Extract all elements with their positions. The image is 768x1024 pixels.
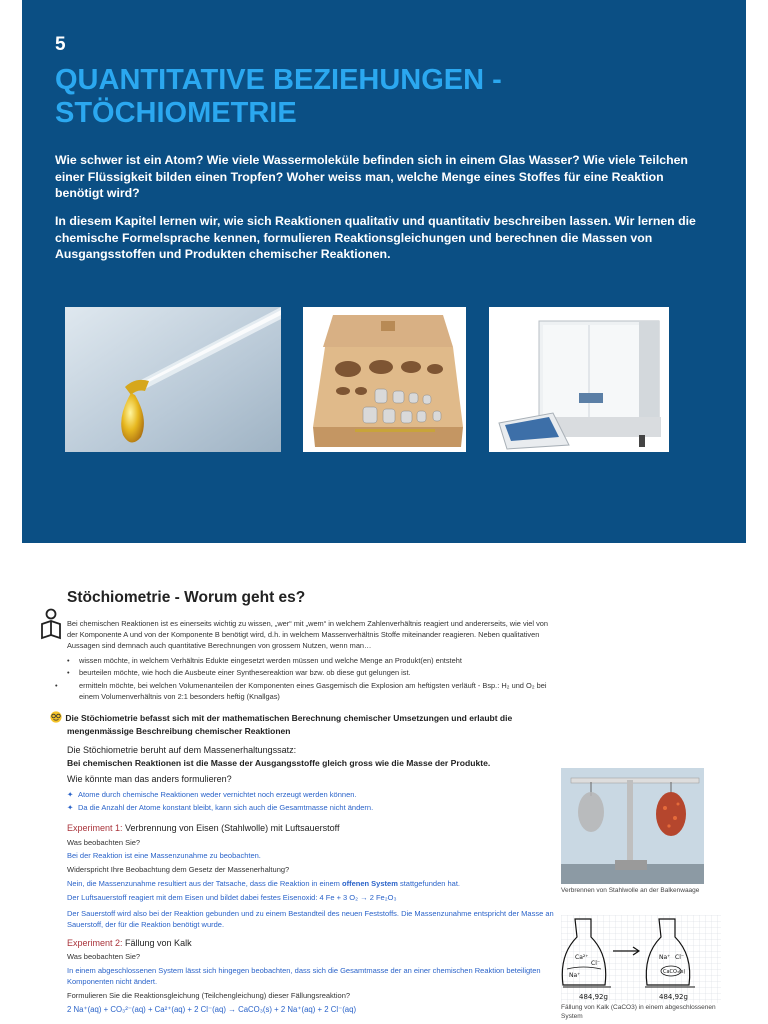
- experiment-2-question: Formulieren Sie die Reaktionsgleichung (Teilchengleichung) dieser Fällungsreaktion?: [67, 991, 351, 1000]
- law-statement: Bei chemischen Reaktionen ist die Masse der Ausgangsstoffe gleich gross wie die Masse der Produkte.: [67, 758, 491, 768]
- sketch-ion-label: Na⁺: [659, 954, 671, 961]
- answer-item: ✦ Atome durch chemische Reaktionen weder vernichtet noch erzeugt werden können.: [67, 790, 357, 799]
- list-item: • wissen möchte, in welchem Verhältnis Edukte eingesetzt werden müssen und welche Menge an Produkt(en) entsteht: [67, 656, 462, 665]
- experiment-1-answer: Nein, die Massenzunahme resultiert aus der Tatsache, dass die Reaktion in einem offenen System stattgefunden hat.: [67, 879, 461, 888]
- experiment-2-title: Fällung von Kalk: [122, 938, 192, 948]
- chapter-number: 5: [55, 34, 66, 55]
- experiment-2-label: Experiment 2:: [67, 938, 123, 948]
- chapter-header: [22, 0, 746, 543]
- sketch-ion-label: CaCO₃(s): [663, 969, 686, 975]
- experiment-1-answer: Der Sauerstoff wird also bei der Reaktion gebunden und zu einem Bestandteil des neuen Feststoffs. Die Massenzunahme entspricht der Masse an Sauerstoff, der für die Reaktion benötigt wurde.: [67, 909, 554, 929]
- section-intro: Bei chemischen Reaktionen ist es einerseits wichtig zu wissen, „wer“ mit „wem“ in welchem Zahlenverhältnis reagiert und andererseits, wie viel von der Komponente A und von der Komponente B benötigt wird, d.h. in welchem Massenverhältnis Stoffe miteinander reagieren. Neben qualitativen Aussagen sind demnach auch quantitative Berechnungen von grossem Nutzen, wenn man…: [67, 619, 549, 650]
- experiment-2-heading: [67, 937, 557, 949]
- intro-questions: Wie schwer ist ein Atom? Wie viele Wassermoleküle befinden sich in einem Glas Wasser? Wie viele Teilchen einer Flüssigkeit bilden einen Tropfen? Woher weiss man, welche Menge eines Stoffes für eine Reaktion benötigt wird?: [55, 153, 688, 200]
- experiment-1-heading: [67, 822, 557, 834]
- sketch-mass-label: 484,92g: [659, 993, 688, 1001]
- experiment-1-answer: Bei der Reaktion ist eine Massenzunahme zu beobachten.: [67, 851, 261, 860]
- sketch-ion-label: Cl⁻: [675, 954, 685, 961]
- nerd-face-icon: [49, 711, 63, 723]
- rephrase-question: Wie könnte man das anders formulieren?: [67, 774, 232, 784]
- list-item: • ermitteln möchte, bei welchen Volumenanteilen der Komponenten eines Gasgemisch die Explosion am heftigsten verläuft - Bsp.: H₂ und O₂ bei einem Volumenverhältnis von 2:1 besonders heftig (Knallgas): [55, 681, 547, 701]
- closed-system-sketch: [561, 915, 721, 1003]
- pipette-drop-image: [65, 307, 281, 452]
- intro-chapter-summary: In diesem Kapitel lernen wir, wie sich Reaktionen qualitativ und quantitativ beschreiben lassen. Wir lernen die chemische Formelsprache kennen, formulieren Reaktionsgleichungen und berechnen die Massen von Ausgangsstoffen und Produkten chemischer Reaktionen.: [55, 214, 696, 261]
- experiment-1-answer: Der Luftsauerstoff reagiert mit dem Eisen und bildet dabei festes Eisenoxid: 4 Fe + 3 O₂ → 2 Fe₂O₃: [67, 893, 397, 902]
- answer-item: ✦ Da die Anzahl der Atome konstant bleibt, kann sich auch die Gesamtmasse nicht ändern.: [67, 803, 374, 812]
- sketch-ion-label: Ca²⁺: [575, 954, 589, 961]
- experiment-1-question: Was beobachten Sie?: [67, 838, 141, 847]
- law-heading: Die Stöchiometrie beruht auf dem Massenerhaltungssatz:: [67, 745, 297, 755]
- reaction-equation: 2 Na⁺(aq) + CO₃²⁻(aq) + Ca²⁺(aq) + 2 Cl⁻(aq) → CaCO₃(s) + 2 Na⁺(aq) + 2 Cl⁻(aq): [67, 1005, 357, 1014]
- experiment-2-answer: In einem abgeschlossenen System lässt sich hingegen beobachten, dass sich die Gesamtmasse der an einer chemischen Reaktion beteiligten Komponenten nicht ändert.: [67, 966, 541, 986]
- beam-balance-photo: [561, 768, 704, 884]
- list-item: • beurteilen möchte, wie hoch die Ausbeute einer Synthesereaktion war bzw. ob diese gut gelungen ist.: [67, 668, 411, 677]
- photo-caption: Fällung von Kalk (CaCO3) in einem abgeschlossenen System: [561, 1004, 716, 1020]
- sketch-mass-label: 484,92g: [579, 993, 608, 1001]
- weight-set-image: [303, 307, 466, 452]
- experiment-1-question: Widerspricht Ihre Beobachtung dem Gesetz der Massenerhaltung?: [67, 865, 290, 874]
- experiment-1-label: Experiment 1:: [67, 823, 123, 833]
- analytical-balance-image: [489, 307, 669, 452]
- chapter-title: QUANTITATIVE BEZIEHUNGEN - STÖCHIOMETRIE: [55, 64, 502, 129]
- reading-person-icon: [36, 608, 66, 642]
- sketch-ion-label: Na⁺: [569, 972, 581, 979]
- definition-paragraph: Die Stöchiometrie befasst sich mit der mathematischen Berechnung chemischer Umsetzungen und erlaubt die mengenmässige Beschreibung chemischer Reaktionen: [67, 711, 557, 738]
- sketch-ion-label: Cl⁻: [591, 960, 601, 967]
- experiment-2-question: Was beobachten Sie?: [67, 952, 141, 961]
- section-title: Stöchiometrie - Worum geht es?: [67, 589, 306, 606]
- photo-caption: Verbrennen von Stahlwolle an der Balkenwaage: [561, 887, 700, 894]
- experiment-1-title: Verbrennung von Eisen (Stahlwolle) mit Luftsauerstoff: [122, 823, 340, 833]
